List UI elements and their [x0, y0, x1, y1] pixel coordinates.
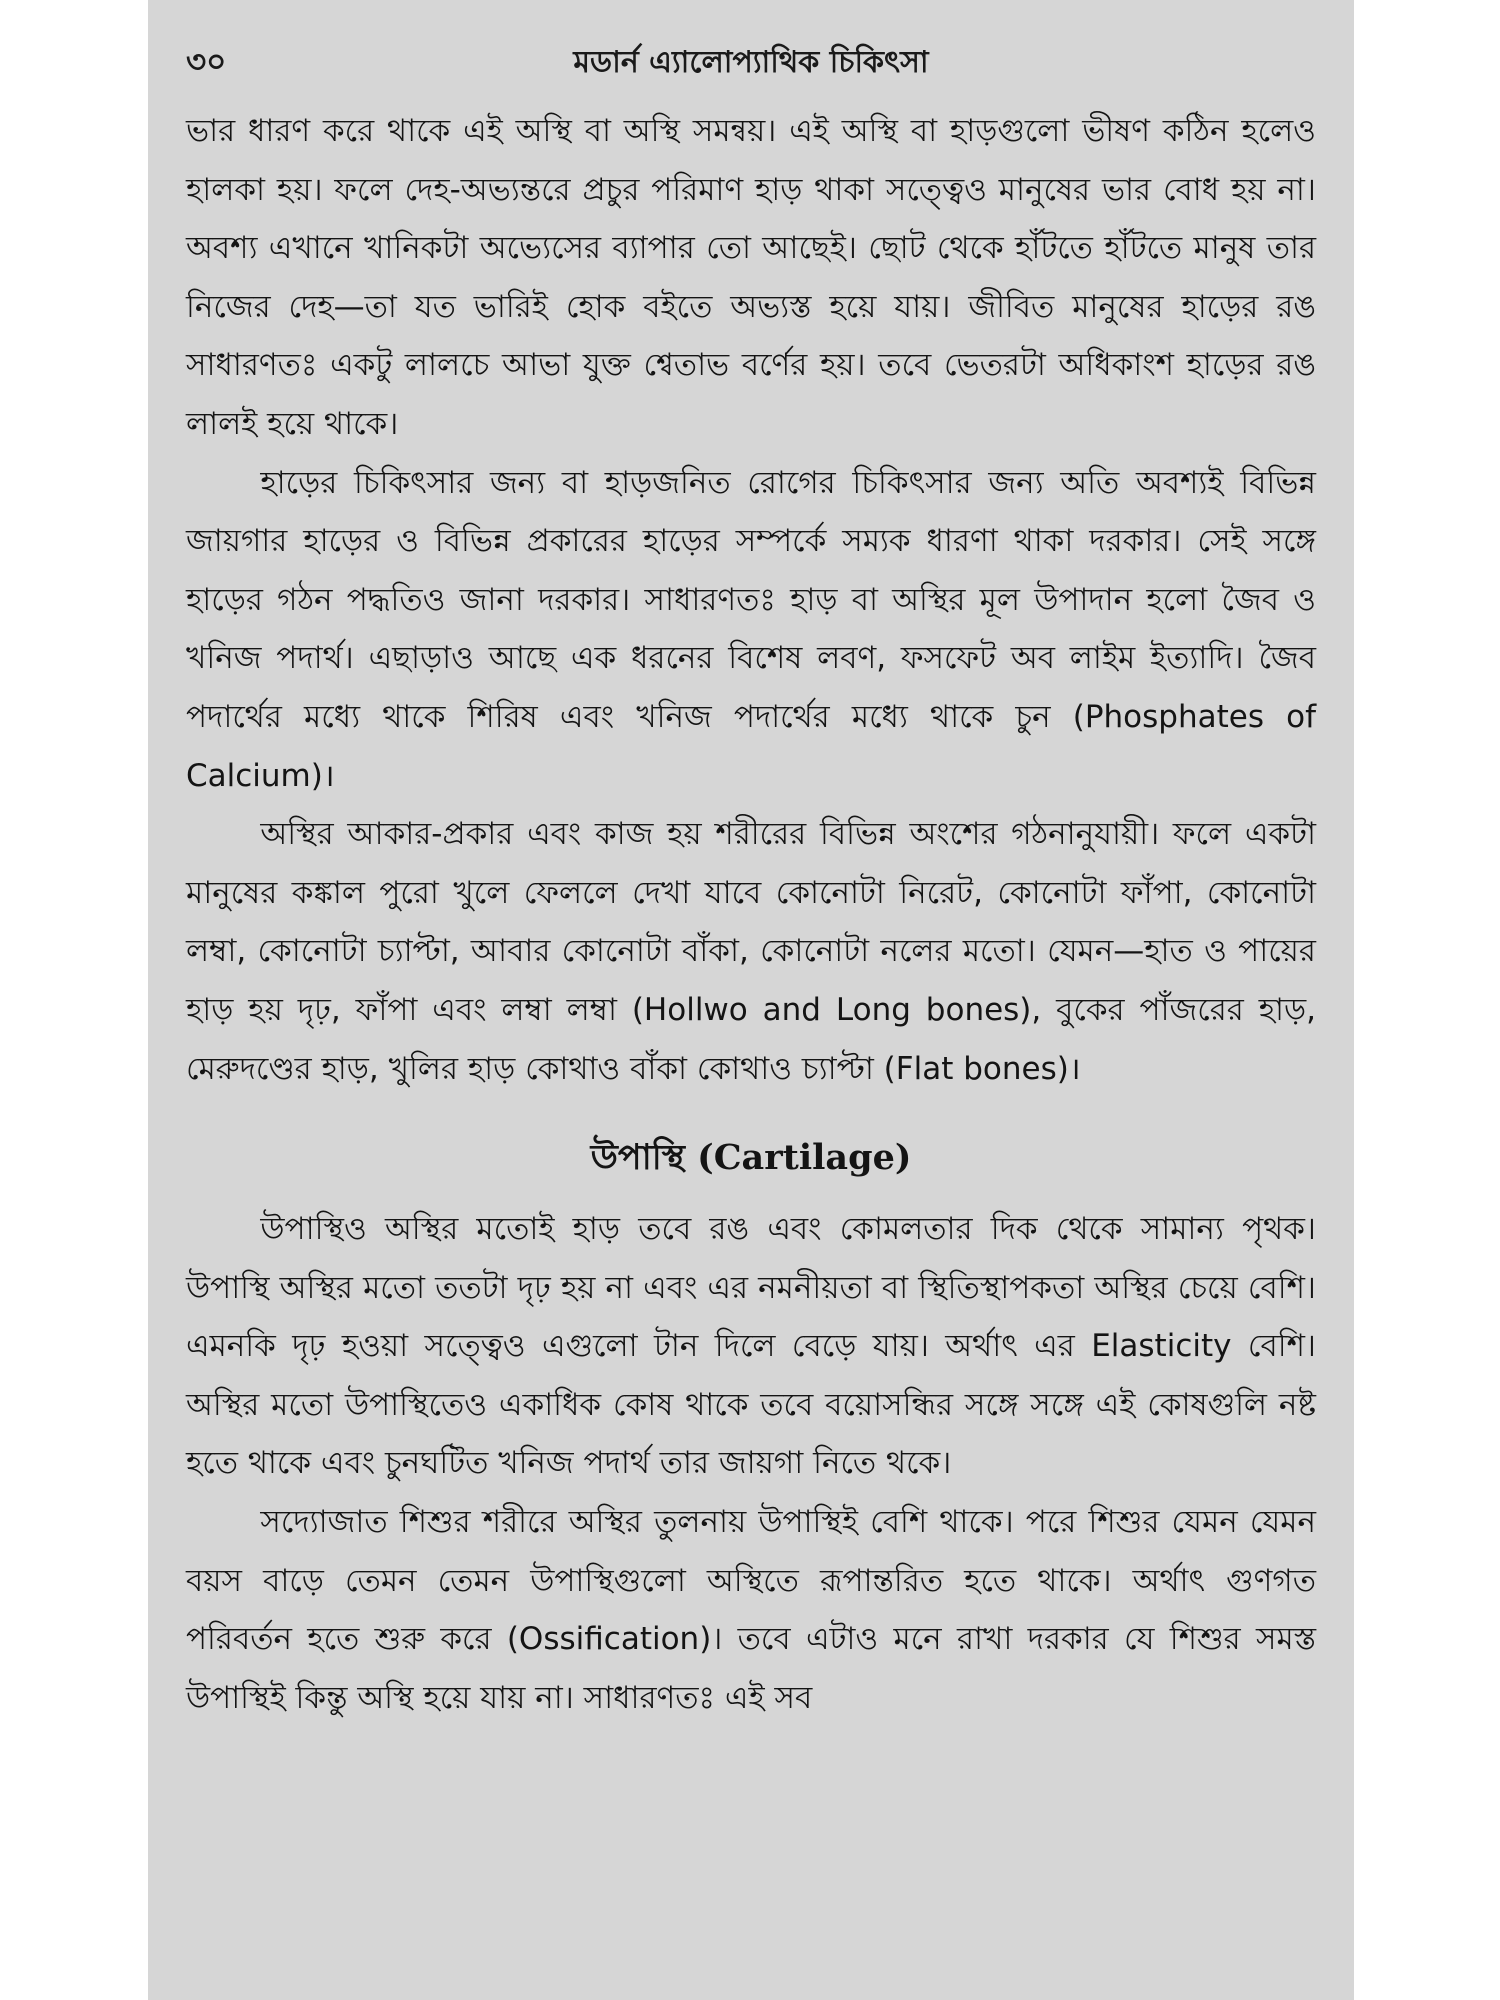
- book-title: মডার্ন এ্যালোপ্যাথিক চিকিৎসা: [573, 45, 929, 80]
- paragraph-1: ভার ধারণ করে থাকে এই অস্থি বা অস্থি সমন্বয়। এই অস্থি বা হাড়গুলো ভীষণ কঠিন হলেও হালকা হয়। ফলে দেহ-অভ্যন্তরে প্রচুর পরিমাণ হাড় থাকা সত্ত্বেও মানুষের ভার বোধ হয় না। অবশ্য এখানে খানিকটা অভ্যেসের ব্যাপার তো আছেই। ছোট থেকে হাঁটতে হাঁটতে মানুষ তার নিজের দেহ—তা যত ভারিই হোক বইতে অভ্যস্ত হয়ে যায়। জীবিত মানুষের হাড়ের রঙ সাধারণতঃ একটু লালচে আভা যুক্ত শ্বেতাভ বর্ণের হয়। তবে ভেতরটা অধিকাংশ হাড়ের রঙ লালই হয়ে থাকে।: [186, 113, 1316, 442]
- section-heading: উপাস্থি (Cartilage): [590, 1137, 912, 1179]
- section-paragraph-2: সদ্যোজাত শিশুর শরীরে অস্থির তুলনায় উপাস্থিই বেশি থাকে। পরে শিশুর যেমন যেমন বয়স বাড়ে তেমন তেমন উপাস্থিগুলো অস্থিতে রূপান্তরিত হতে থাকে। অর্থাৎ গুণগত পরিবর্তন হতে শুরু করে (Ossification)। তবে এটাও মনে রাখা দরকার যে শিশুর সমস্ত উপাস্থিই কিন্তু অস্থি হয়ে যায় না। সাধারণতঃ এই সব: [186, 1504, 1316, 1716]
- book-page: [148, 0, 1354, 2000]
- running-head: [148, 38, 1354, 88]
- page-body: [186, 102, 1316, 1727]
- paragraph-2: হাড়ের চিকিৎসার জন্য বা হাড়জনিত রোগের চিকিৎসার জন্য অতি অবশ্যই বিভিন্ন জায়গার হাড়ের ও বিভিন্ন প্রকারের হাড়ের সম্পর্কে সম্যক ধারণা থাকা দরকার। সেই সঙ্গে হাড়ের গঠন পদ্ধতিও জানা দরকার। সাধারণতঃ হাড় বা অস্থির মূল উপাদান হলো জৈব ও খনিজ পদার্থ। এছাড়াও আছে এক ধরনের বিশেষ লবণ, ফসফেট অব লাইম ইত্যাদি। জৈব পদার্থের মধ্যে থাকে শিরিষ এবং খনিজ পদার্থের মধ্যে থাকে চুন (Phosphates of Calcium)।: [186, 464, 1316, 794]
- section-paragraph-1: উপাস্থিও অস্থির মতোই হাড় তবে রঙ এবং কোমলতার দিক থেকে সামান্য পৃথক। উপাস্থি অস্থির মতো ততটা দৃঢ় হয় না এবং এর নমনীয়তা বা স্থিতিস্থাপকতা অস্থির চেয়ে বেশি। এমনকি দৃঢ় হওয়া সত্ত্বেও এগুলো টান দিলে বেড়ে যায়। অর্থাৎ এর Elasticity বেশি। অস্থির মতো উপাস্থিতেও একাধিক কোষ থাকে তবে বয়োসন্ধির সঙ্গে সঙ্গে এই কোষগুলি নষ্ট হতে থাকে এবং চুনঘটিত খনিজ পদার্থ তার জায়গা নিতে থকে।: [186, 1211, 1316, 1482]
- page-number: ৩০: [186, 44, 227, 80]
- paragraph-3: অস্থির আকার-প্রকার এবং কাজ হয় শরীরের বিভিন্ন অংশের গঠনানুযায়ী। ফলে একটা মানুষের কঙ্কাল পুরো খুলে ফেললে দেখা যাবে কোনোটা নিরেট, কোনোটা ফাঁপা, কোনোটা লম্বা, কোনোটা চ্যাপ্টা, আবার কোনোটা বাঁকা, কোনোটা নলের মতো। যেমন—হাত ও পায়ের হাড় হয় দৃঢ়, ফাঁপা এবং লম্বা লম্বা (Hollwo and Long bones), বুকের পাঁজরের হাড়, মেরুদণ্ডের হাড়, খুলির হাড় কোথাও বাঁকা কোথাও চ্যাপ্টা (Flat bones)।: [186, 816, 1316, 1087]
